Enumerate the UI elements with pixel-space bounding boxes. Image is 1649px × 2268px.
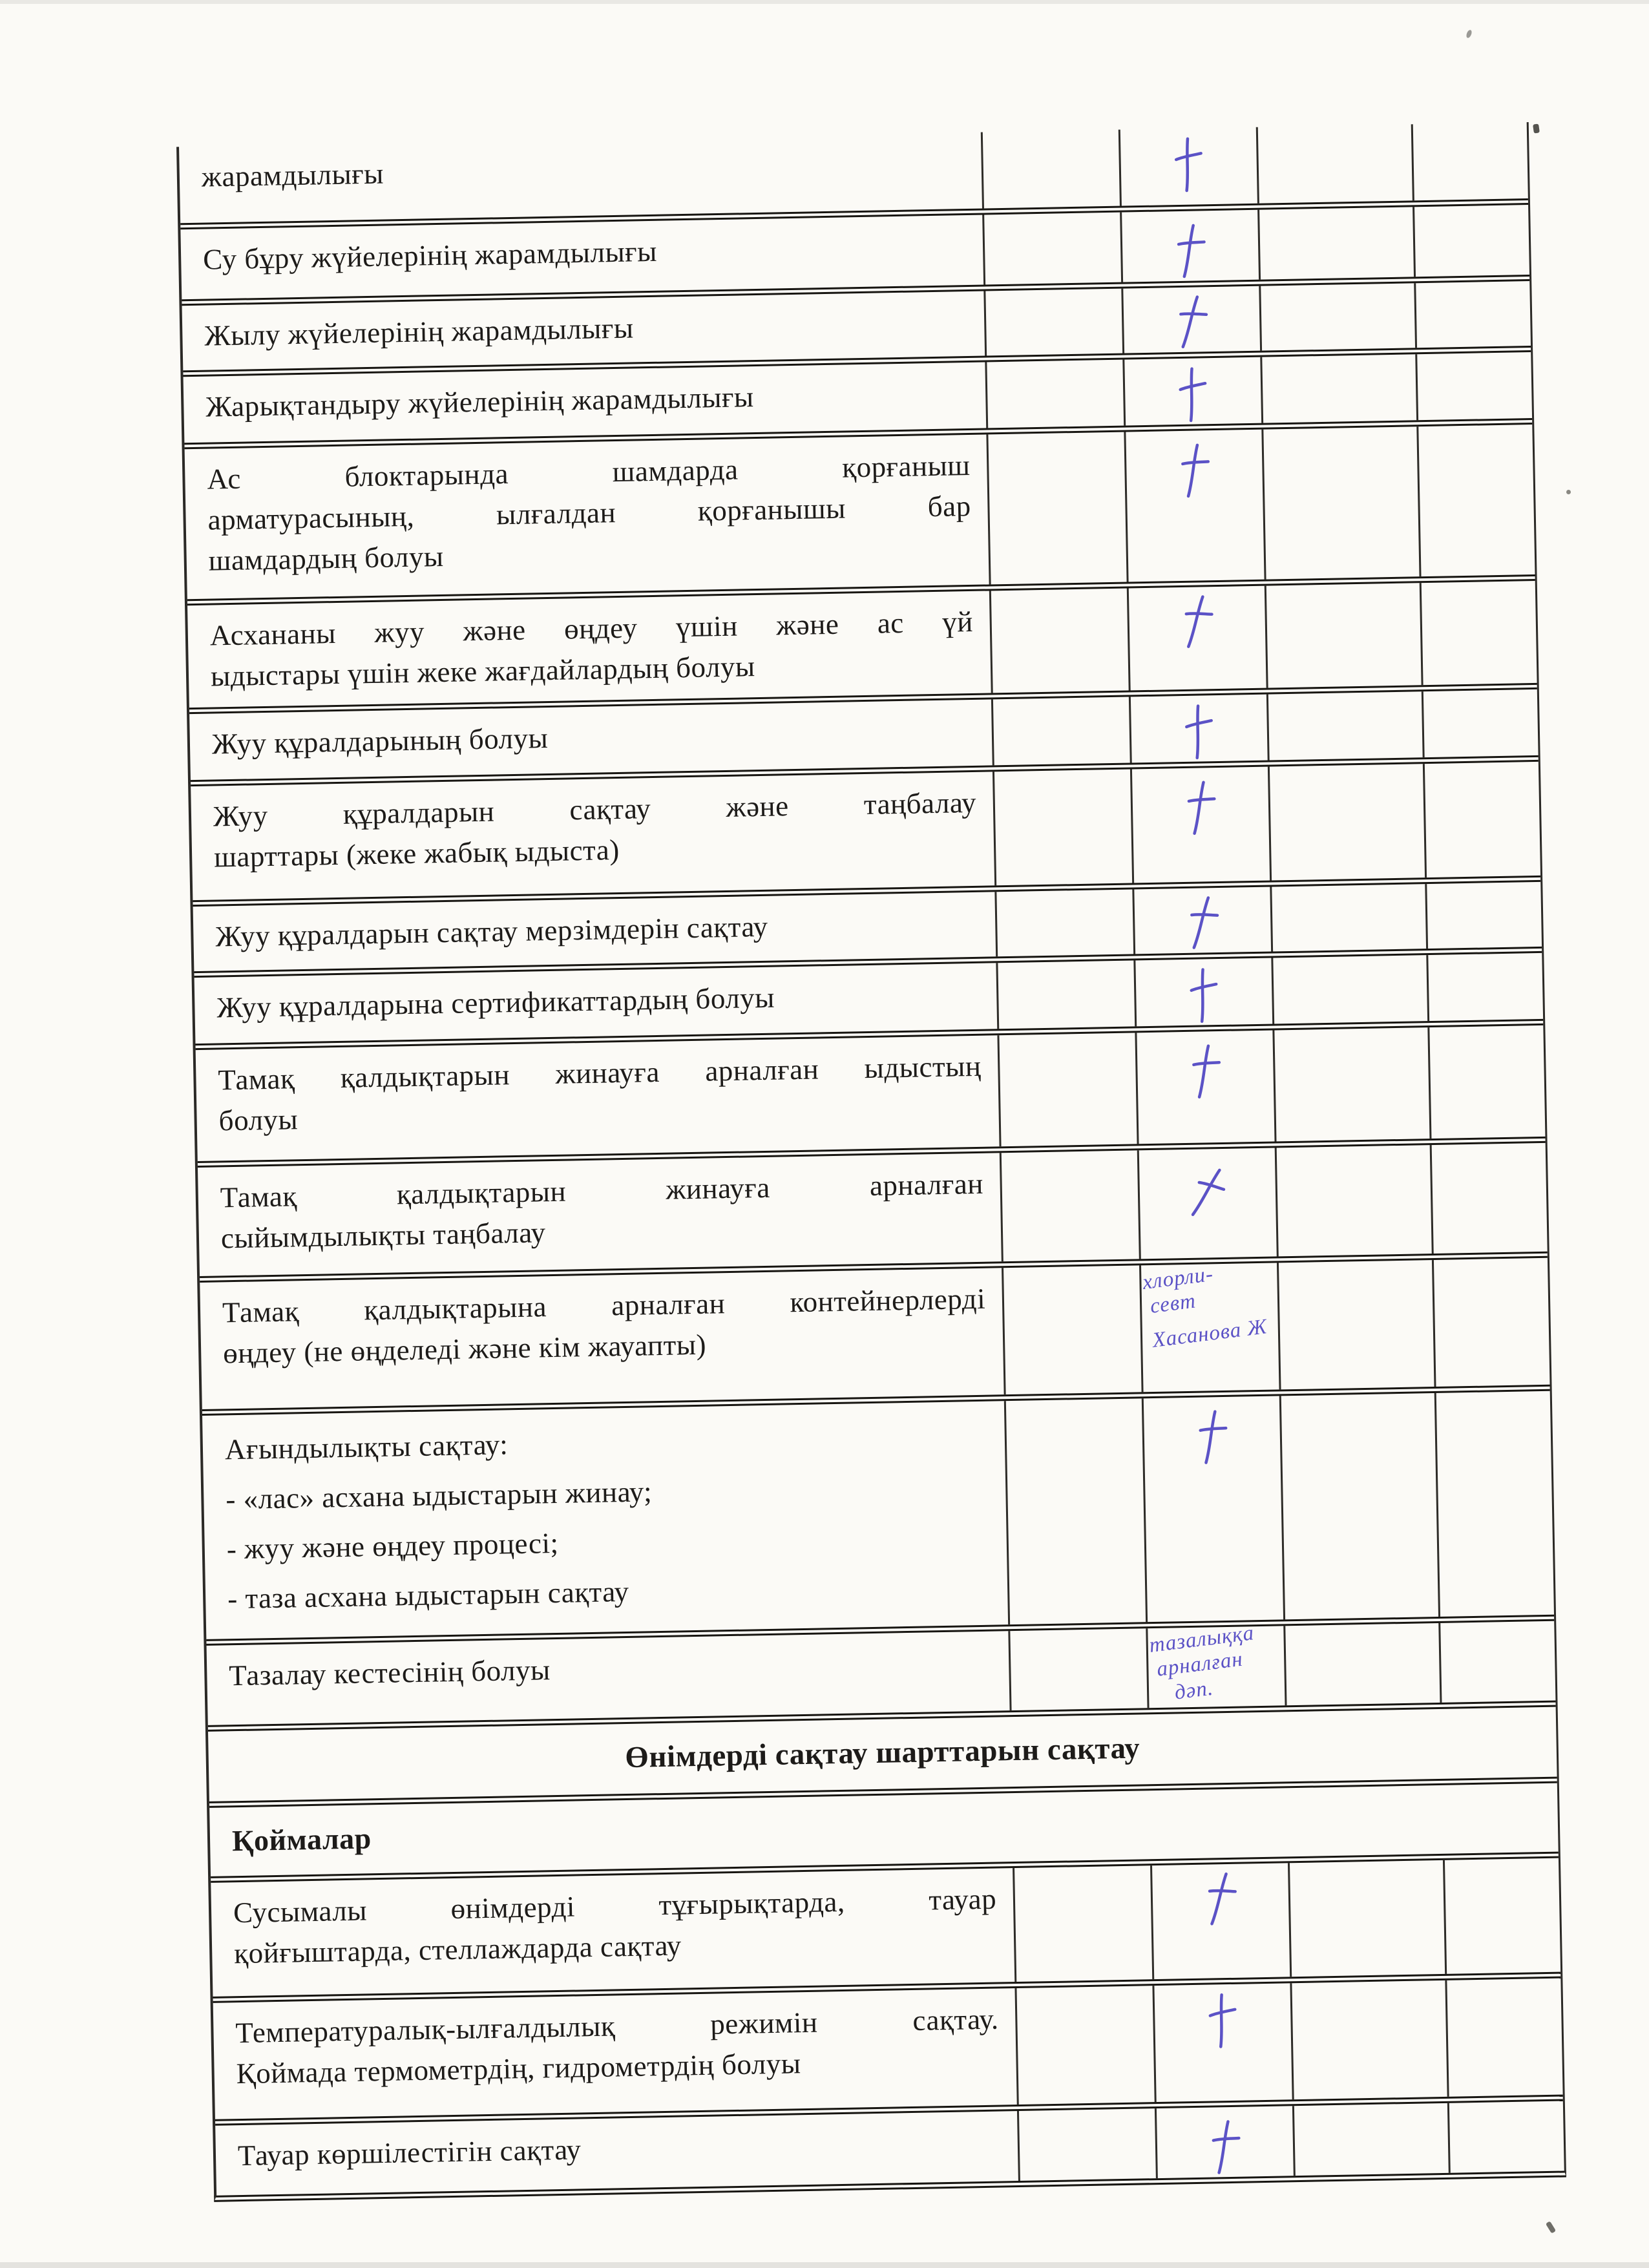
- item-text: [213, 1988, 1017, 2119]
- mark-cell: [1124, 430, 1264, 582]
- item-text: [185, 434, 989, 599]
- empty-cell: [1426, 953, 1543, 1021]
- plus-mark-icon: [1175, 364, 1210, 425]
- mark-cell: [1119, 127, 1257, 206]
- empty-cell: [1264, 583, 1421, 688]
- item-text: [198, 1153, 1002, 1276]
- plus-mark-icon: [1176, 440, 1212, 502]
- mark-cell: [1155, 2106, 1294, 2178]
- empty-cell: [1279, 1393, 1438, 1619]
- text-line: Су бұру жүйелерінің жарамдылығы: [202, 235, 658, 276]
- text-line: Жуу құралдарына сертификаттардың болуы: [216, 981, 775, 1024]
- empty-cell: [989, 589, 1129, 693]
- note-line: дәп.: [1173, 1676, 1215, 1705]
- note-line: Хасанова Ж: [1151, 1314, 1269, 1352]
- mark-cell: [1152, 1983, 1292, 2102]
- plus-mark-icon: [1187, 1041, 1223, 1103]
- empty-cell: [1416, 425, 1535, 576]
- empty-cell: [1013, 1865, 1152, 1982]
- plus-mark-icon: [1181, 1160, 1234, 1227]
- mark-cell: [1150, 1863, 1290, 1979]
- empty-cell: [1015, 1986, 1155, 2105]
- empty-cell: [995, 889, 1134, 956]
- mark-cell: [1133, 958, 1272, 1027]
- plus-mark-icon: [1181, 701, 1216, 762]
- text-line: болуы: [218, 1103, 299, 1137]
- text-line: Тауар көршілестігін сақтау: [237, 2133, 582, 2172]
- checklist-row: [202, 1385, 1554, 1639]
- mark-cell: [1127, 586, 1266, 691]
- empty-cell: [1008, 1628, 1147, 1710]
- note-line: тазалыққа: [1148, 1621, 1255, 1657]
- plus-mark-icon: [1207, 2116, 1243, 2178]
- empty-cell: [998, 1033, 1137, 1146]
- plus-mark-icon: [1176, 590, 1218, 654]
- empty-cell: [1419, 581, 1537, 685]
- empty-cell: [1274, 1145, 1431, 1256]
- empty-cell: [1427, 1025, 1546, 1139]
- empty-cell: [985, 360, 1124, 428]
- empty-cell: [982, 213, 1121, 285]
- empty-cell: [1260, 354, 1416, 423]
- text-line: Жуу құралдарын сақтау мерзімдерін сақтау: [215, 910, 768, 953]
- mark-cell: [1137, 1148, 1277, 1259]
- plus-mark-icon: [1199, 1867, 1241, 1931]
- text-line: өңдеу (не өңделеді және кім жауапты): [222, 1328, 707, 1370]
- text-line: Өнімдерді сақтау шарттарын сақтау: [624, 1731, 1140, 1774]
- scanner-edge-bottom: [0, 2262, 1649, 2268]
- text-line: Қоймада термометрдің, гидрометрдің болуы: [236, 2047, 801, 2090]
- text-line: сыйымдылықты таңбалау: [220, 1216, 546, 1255]
- note-line: арналған: [1155, 1647, 1245, 1682]
- empty-cell: [1288, 1860, 1445, 1977]
- item-text: [211, 1868, 1014, 1997]
- text-line: арматурасының, ылғалдан қорғанышы бар: [207, 489, 972, 536]
- text-line: шамдардың болуы: [208, 540, 445, 577]
- empty-cell: [1277, 1260, 1434, 1389]
- empty-cell: [1429, 1143, 1547, 1254]
- checklist-row: [211, 1852, 1560, 1997]
- text-line: шарттары (жеке жабық ыдыста): [213, 834, 620, 874]
- checklist-row: [191, 755, 1540, 900]
- empty-cell: [1261, 426, 1419, 579]
- checklist-table-wrap: [176, 122, 1562, 2202]
- empty-cell: [1425, 882, 1542, 949]
- empty-cell: [1414, 281, 1531, 348]
- text-line: - жуу және өңдеу процесі;: [226, 1526, 559, 1566]
- scan-speck: [1533, 123, 1540, 133]
- empty-cell: [1255, 124, 1412, 203]
- scan-speck: [1546, 2221, 1556, 2234]
- empty-cell: [1266, 691, 1423, 760]
- item-text: [202, 1401, 1008, 1639]
- empty-cell: [1438, 1621, 1556, 1703]
- text-line: қойғыштарда, стеллаждарда сақтау: [233, 1929, 682, 1970]
- empty-cell: [1415, 352, 1532, 420]
- item-text: [187, 591, 991, 708]
- mark-cell: [1142, 1396, 1283, 1622]
- empty-cell: [1290, 1980, 1447, 2099]
- text-line: Ас блоктарында шамдарда қорғаныш: [207, 448, 971, 496]
- empty-cell: [1000, 1150, 1139, 1261]
- text-line: Температуралық-ылғалдылық режимін сақтау.: [235, 2002, 999, 2050]
- empty-cell: [1004, 1398, 1146, 1624]
- empty-cell: [983, 289, 1122, 356]
- empty-cell: [1447, 2101, 1564, 2173]
- text-line: Тамақ қалдықтарын жинауға арналған: [220, 1167, 984, 1214]
- empty-cell: [1434, 1391, 1554, 1617]
- note-line: хлорли-: [1141, 1262, 1215, 1295]
- empty-cell: [987, 432, 1127, 585]
- empty-cell: [993, 769, 1132, 885]
- checklist-table: [176, 122, 1566, 2202]
- text-line: ыдыстары үшін жеке жағдайлардың болуы: [210, 650, 756, 693]
- text-line: жарамдылығы: [201, 157, 384, 193]
- item-text: [191, 772, 994, 900]
- empty-cell: [1271, 955, 1427, 1024]
- item-text: [207, 1631, 1010, 1725]
- text-line: - таза асхана ыдыстарын сақтау: [227, 1575, 629, 1615]
- item-text: [200, 1268, 1004, 1409]
- empty-cell: [1257, 207, 1414, 279]
- empty-cell: [991, 697, 1130, 766]
- empty-cell: [1272, 1027, 1429, 1141]
- mark-cell: [1121, 286, 1260, 353]
- text-line: Қоймалар: [231, 1821, 372, 1857]
- item-text: [179, 132, 982, 224]
- checklist-row: [200, 1252, 1549, 1409]
- text-line: Асхананы жуу және өңдеу үшін және ас үй: [209, 605, 974, 652]
- mark-cell: [1122, 357, 1261, 426]
- item-text: [196, 1035, 1000, 1161]
- text-line: Тазалау кестесінің болуы: [228, 1654, 551, 1692]
- plus-mark-icon: [1182, 891, 1224, 955]
- text-line: Сусымалы өнімдерді тұғырықтарда, тауар: [233, 1882, 997, 1929]
- empty-cell: [1268, 764, 1425, 880]
- scan-speck: [1566, 490, 1571, 494]
- plus-mark-icon: [1171, 134, 1206, 195]
- empty-cell: [1259, 283, 1415, 350]
- text-line: Жуу құралдарының болуы: [211, 721, 549, 761]
- handwritten-note: [1148, 1617, 1291, 1707]
- empty-cell: [1292, 2103, 1449, 2176]
- note-line: севт: [1148, 1289, 1197, 1319]
- empty-cell: [1270, 884, 1426, 951]
- mark-cell: [1132, 887, 1271, 954]
- empty-cell: [1017, 2108, 1156, 2181]
- text-line: Тамақ қалдықтарына арналған контейнерлерді: [222, 1282, 986, 1329]
- empty-cell: [1411, 122, 1528, 200]
- mark-cell: [1146, 1621, 1285, 1708]
- plus-mark-icon: [1182, 777, 1219, 839]
- plus-mark-icon: [1186, 965, 1221, 1026]
- empty-cell: [1413, 205, 1529, 277]
- text-line: Ағындылықты сақтау:: [224, 1428, 509, 1466]
- text-line: - «лас» асхана ыдыстарын жинау;: [225, 1475, 653, 1516]
- mark-cell: [1120, 210, 1259, 282]
- empty-cell: [1431, 1258, 1549, 1387]
- plus-mark-icon: [1205, 1990, 1240, 2052]
- empty-cell: [996, 960, 1135, 1029]
- checklist-row: [184, 418, 1535, 599]
- empty-cell: [1002, 1265, 1141, 1394]
- mark-cell: [1129, 695, 1268, 763]
- item-text: [215, 2111, 1018, 2196]
- empty-cell: [1283, 1623, 1440, 1705]
- scanner-edge-top: [0, 0, 1649, 4]
- checklist-row: [213, 1972, 1562, 2119]
- plus-mark-icon: [1172, 220, 1208, 282]
- empty-cell: [981, 130, 1120, 209]
- plus-mark-icon: [1171, 290, 1213, 354]
- text-line: Жуу құралдарын сақтау және таңбалау: [213, 786, 977, 833]
- handwritten-note: [1141, 1254, 1286, 1354]
- empty-cell: [1445, 1979, 1563, 2097]
- plus-mark-icon: [1194, 1406, 1230, 1468]
- scan-speck: [1465, 29, 1473, 39]
- text-line: Жылу жүйелерінің жарамдылығы: [204, 311, 635, 352]
- mark-cell: [1130, 767, 1270, 883]
- mark-cell: [1139, 1263, 1279, 1392]
- mark-cell: [1135, 1031, 1274, 1144]
- text-line: Тамақ қалдықтарын жинауға арналған ыдыстың: [218, 1049, 982, 1097]
- empty-cell: [1443, 1858, 1561, 1974]
- empty-cell: [1421, 689, 1538, 757]
- text-line: Жарықтандыру жүйелерінің жарамдылығы: [205, 381, 755, 423]
- empty-cell: [1422, 762, 1540, 877]
